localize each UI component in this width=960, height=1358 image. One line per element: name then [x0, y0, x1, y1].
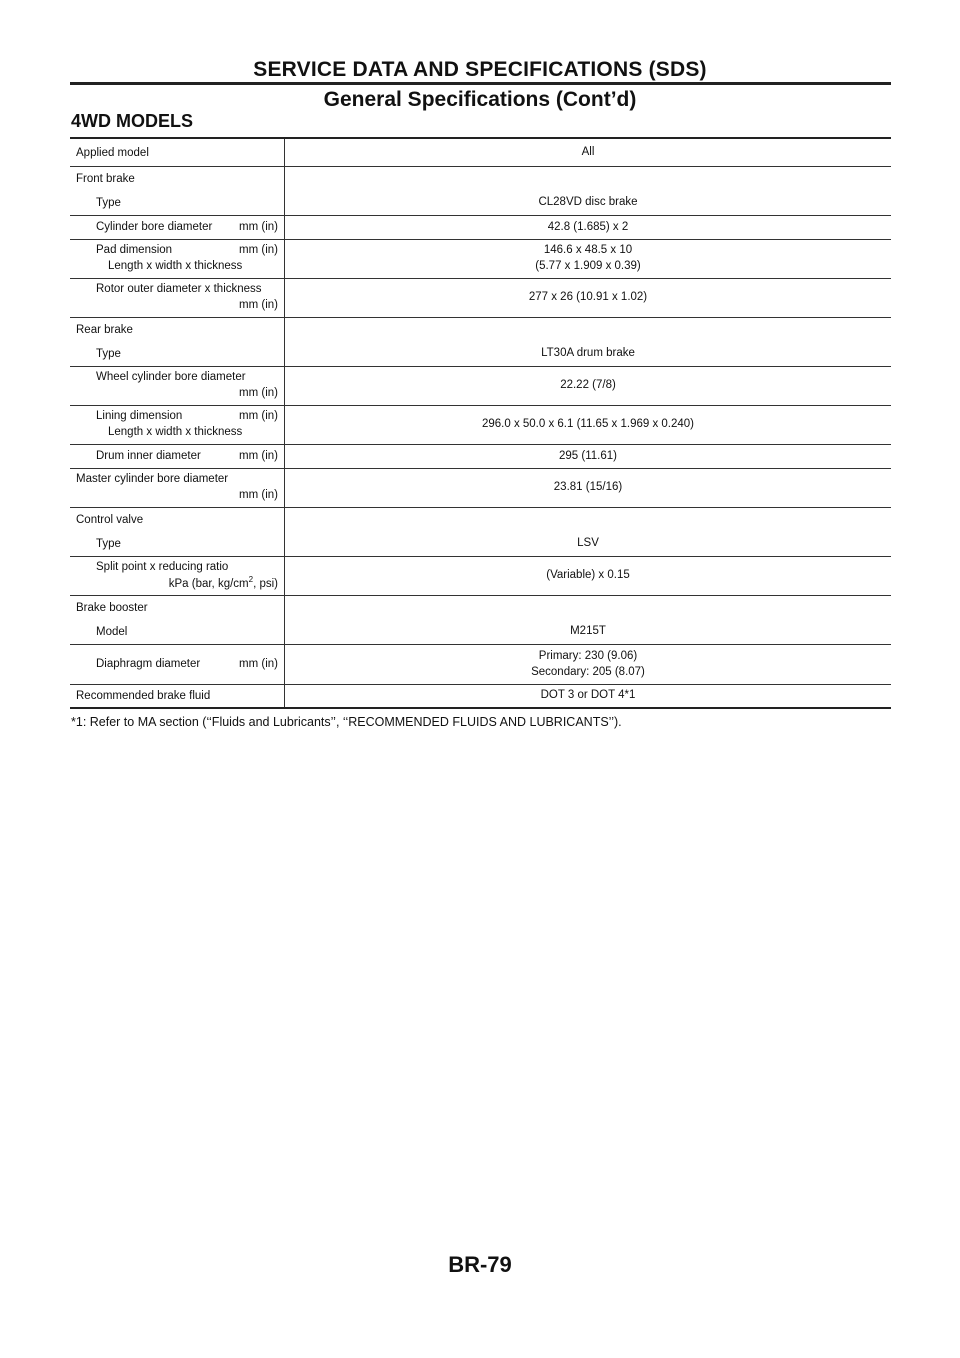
row-value: LSV [577, 537, 599, 550]
row-label: Drum inner diameter [96, 449, 201, 462]
row-label: Split point x reducing ratio [96, 560, 229, 573]
table-row [70, 216, 891, 240]
table-row [70, 557, 891, 596]
group-label: Brake booster [76, 602, 148, 614]
table-row [70, 279, 891, 318]
row-value: 22.22 (7/8) [560, 379, 616, 392]
section-title: 4WD MODELS [71, 111, 194, 131]
row-value: CL28VD disc brake [538, 195, 638, 208]
row-unit: kPa (bar, $kg/cm^2$, psi) [168, 575, 278, 590]
table-row [70, 367, 891, 406]
row-value: LT30A drum brake [541, 347, 635, 360]
row-unit: mm (in) [239, 387, 278, 399]
table-row [70, 445, 891, 469]
row-label: Applied model [76, 146, 149, 159]
page-number: BR-79 [448, 1252, 512, 1277]
group-label: Front brake [76, 172, 135, 185]
row-label: Type [96, 538, 121, 550]
row-unit: mm (in) [239, 449, 278, 462]
table-row [70, 240, 891, 279]
table-row [70, 645, 891, 685]
table-row [70, 190, 891, 216]
footnote: *1: Refer to MA section (‘‘Fluids and Lubricants’’, ‘‘RECOMMENDED FLUIDS AND LUBRICANTS’’). [71, 715, 622, 729]
spec-table [70, 137, 891, 709]
row-value: 42.8 (1.685) x 2 [547, 220, 629, 233]
row-value: DOT 3 or DOT 4*1 [540, 689, 636, 702]
group-label: Rear brake [76, 324, 133, 336]
row-unit: mm (in) [239, 220, 278, 233]
row-unit: mm (in) [239, 299, 278, 311]
row-label: Type [96, 196, 121, 209]
table-row [70, 532, 891, 557]
table-row [70, 139, 891, 167]
group-header-row [70, 318, 891, 342]
table-row [70, 406, 891, 445]
row-unit: mm (in) [239, 410, 278, 423]
row-label: Diaphragm diameter [96, 657, 201, 670]
row-value: Primary: 230 (9.06) [538, 649, 638, 662]
page-header-subtitle: General Specifications (Cont’d) [323, 88, 637, 111]
row-value: (5.77 x 1.909 x 0.39) [535, 260, 641, 272]
group-header-row [70, 508, 891, 532]
row-value: (Variable) x 0.15 [546, 569, 630, 582]
row-label: Model [96, 626, 128, 638]
row-unit: mm (in) [239, 244, 278, 257]
row-value: 277 x 26 (10.91 x 1.02) [528, 291, 648, 304]
row-value: 296.0 x 50.0 x 6.1 (11.65 x 1.969 x 0.240) [481, 418, 695, 431]
table-row [70, 685, 891, 707]
header-rule [70, 82, 891, 85]
row-label: Pad dimension [96, 244, 173, 257]
group-header-row [70, 167, 891, 190]
group-header-row [70, 596, 891, 620]
table-row [70, 620, 891, 645]
row-value: M215T [570, 625, 606, 638]
row-value: All [581, 145, 595, 158]
row-label: Wheel cylinder bore diameter [96, 371, 246, 384]
row-value: 23.81 (15/16) [553, 481, 623, 494]
group-label: Control valve [76, 514, 144, 526]
row-value: 295 (11.61) [559, 449, 617, 462]
row-label: Rotor outer diameter x thickness [96, 283, 262, 296]
row-label: Type [96, 348, 121, 360]
row-label: Recommended brake fluid [76, 690, 211, 702]
row-label: Lining dimension [96, 410, 183, 423]
table-row [70, 469, 891, 508]
row-label: Cylinder bore diameter [96, 220, 213, 233]
row-value: 146.6 x 48.5 x 10 [543, 244, 633, 257]
row-sublabel: Length x width x thickness [108, 260, 243, 272]
table-row [70, 342, 891, 367]
page-header-title: SERVICE DATA AND SPECIFICATIONS (SDS) [253, 58, 707, 81]
row-value: Secondary: 205 (8.07) [531, 665, 645, 678]
row-unit: mm (in) [239, 657, 278, 670]
row-sublabel: Length x width x thickness [108, 426, 243, 438]
row-label: Master cylinder bore diameter [76, 473, 229, 486]
row-unit: mm (in) [239, 489, 278, 501]
